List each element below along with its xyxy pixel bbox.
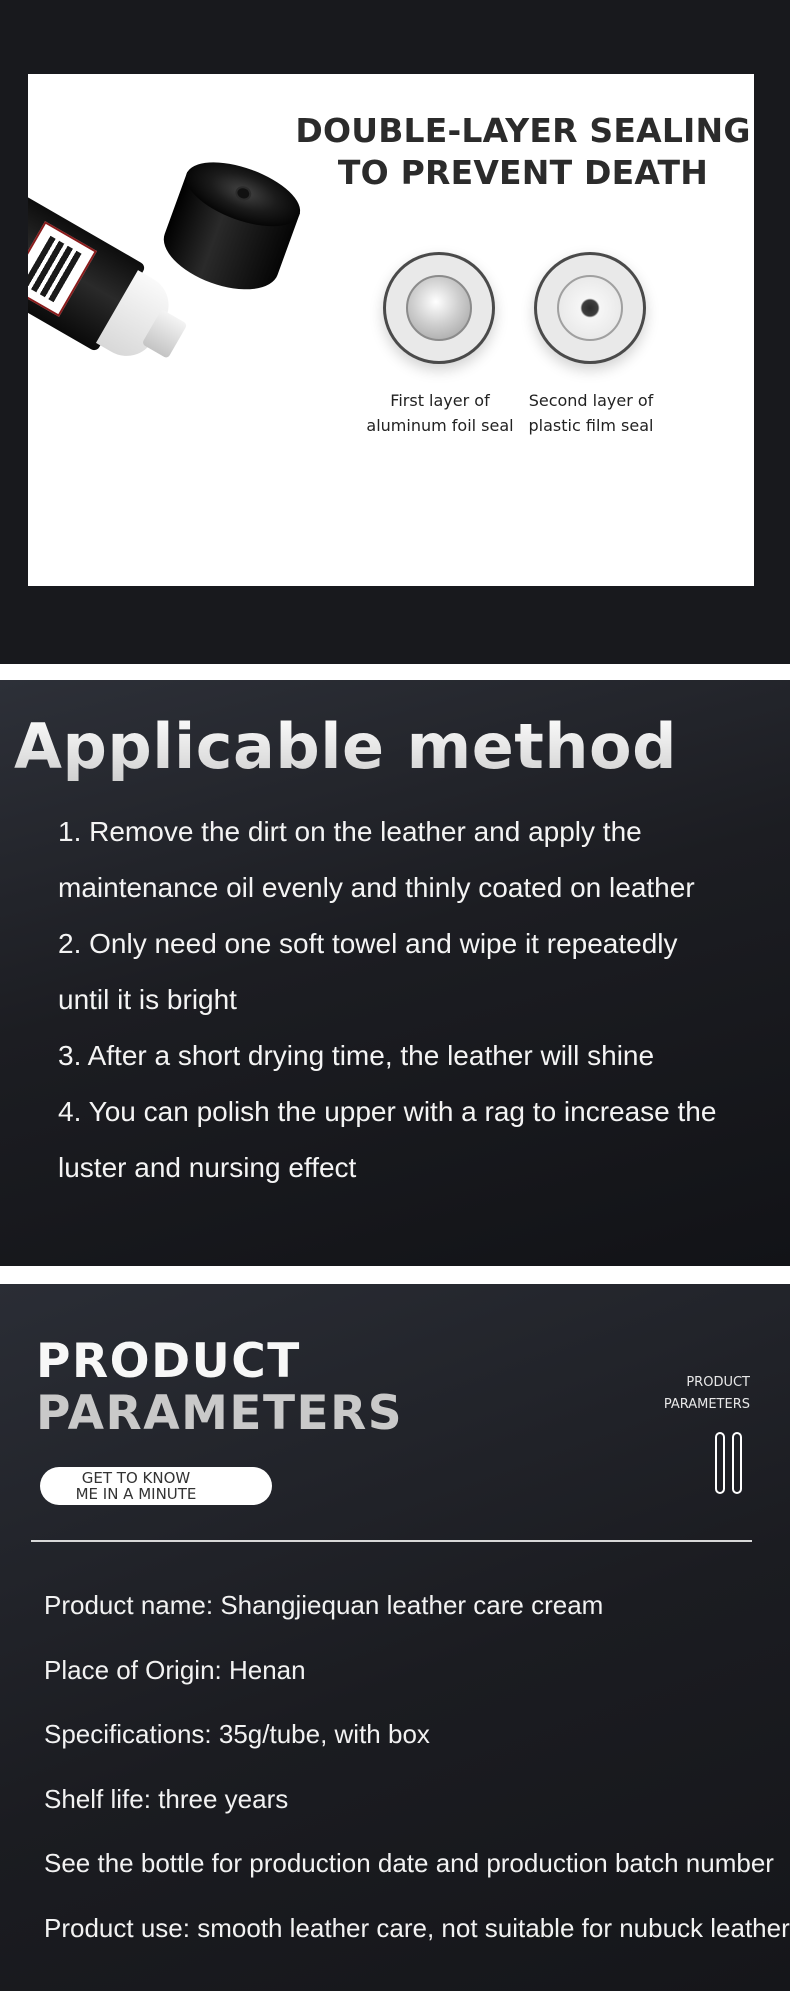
method-section	[0, 680, 790, 1266]
method-line: maintenance oil evenly and thinly coated on leather	[58, 872, 695, 903]
pill-decoration-icon	[715, 1432, 725, 1494]
sealing-image-panel	[28, 74, 754, 586]
parameter-item: Shelf life: three years	[44, 1783, 289, 1814]
sealing-title-line1: DOUBLE-LAYER SEALING	[295, 111, 751, 150]
get-to-know-button[interactable]	[40, 1467, 272, 1505]
get-to-know-button-line2: ME IN A MINUTE	[75, 1485, 197, 1503]
method-line: luster and nursing effect	[58, 1152, 357, 1183]
parameter-item: Product use: smooth leather care, not suitable for nubuck leather	[44, 1912, 790, 1943]
parameters-section	[0, 1284, 790, 1991]
side-label-line1: PRODUCT	[686, 1375, 750, 1390]
sealing-section	[0, 0, 790, 664]
parameters-title-line2: PARAMETERS	[36, 1386, 404, 1441]
pill-decoration-icon	[732, 1432, 742, 1494]
method-line: 4. You can polish the upper with a rag to increase the	[58, 1096, 717, 1127]
side-label-line2: PARAMETERS	[663, 1397, 750, 1412]
aluminum-foil-seal-image	[383, 252, 495, 364]
side-label	[664, 1372, 750, 1416]
method-line: 2. Only need one soft towel and wipe it repeatedly	[58, 928, 678, 959]
parameter-item: Specifications: 35g/tube, with box	[44, 1719, 430, 1749]
parameters-title	[36, 1336, 403, 1440]
seal1-caption-line1: First layer of	[390, 391, 490, 410]
parameter-item: See the bottle for production date and production batch number	[44, 1848, 774, 1878]
seal2-caption-line1: Second layer of	[528, 391, 654, 410]
divider	[31, 1540, 752, 1542]
sealing-title-line2: TO PREVENT DEATH	[337, 153, 709, 192]
parameters-title-line1: PRODUCT	[36, 1334, 301, 1389]
method-line: 1. Remove the dirt on the leather and apply the	[58, 816, 642, 847]
method-line: until it is bright	[58, 984, 237, 1015]
sealing-title	[278, 110, 754, 194]
seal2-caption	[501, 388, 681, 438]
seal2-caption-line2: plastic film seal	[528, 416, 654, 435]
get-to-know-button-line1: GET TO KNOW	[81, 1469, 191, 1487]
parameters-list	[44, 1590, 790, 1977]
plastic-film-seal-image	[534, 252, 646, 364]
seal1-caption-line2: aluminum foil seal	[366, 416, 514, 435]
method-title: Applicable method	[14, 710, 678, 783]
method-line: 3. After a short drying time, the leather will shine	[58, 1040, 655, 1071]
parameter-item: Product name: Shangjiequan leather care cream	[44, 1590, 604, 1620]
parameter-item: Place of Origin: Henan	[44, 1654, 306, 1685]
method-list	[58, 804, 758, 1196]
